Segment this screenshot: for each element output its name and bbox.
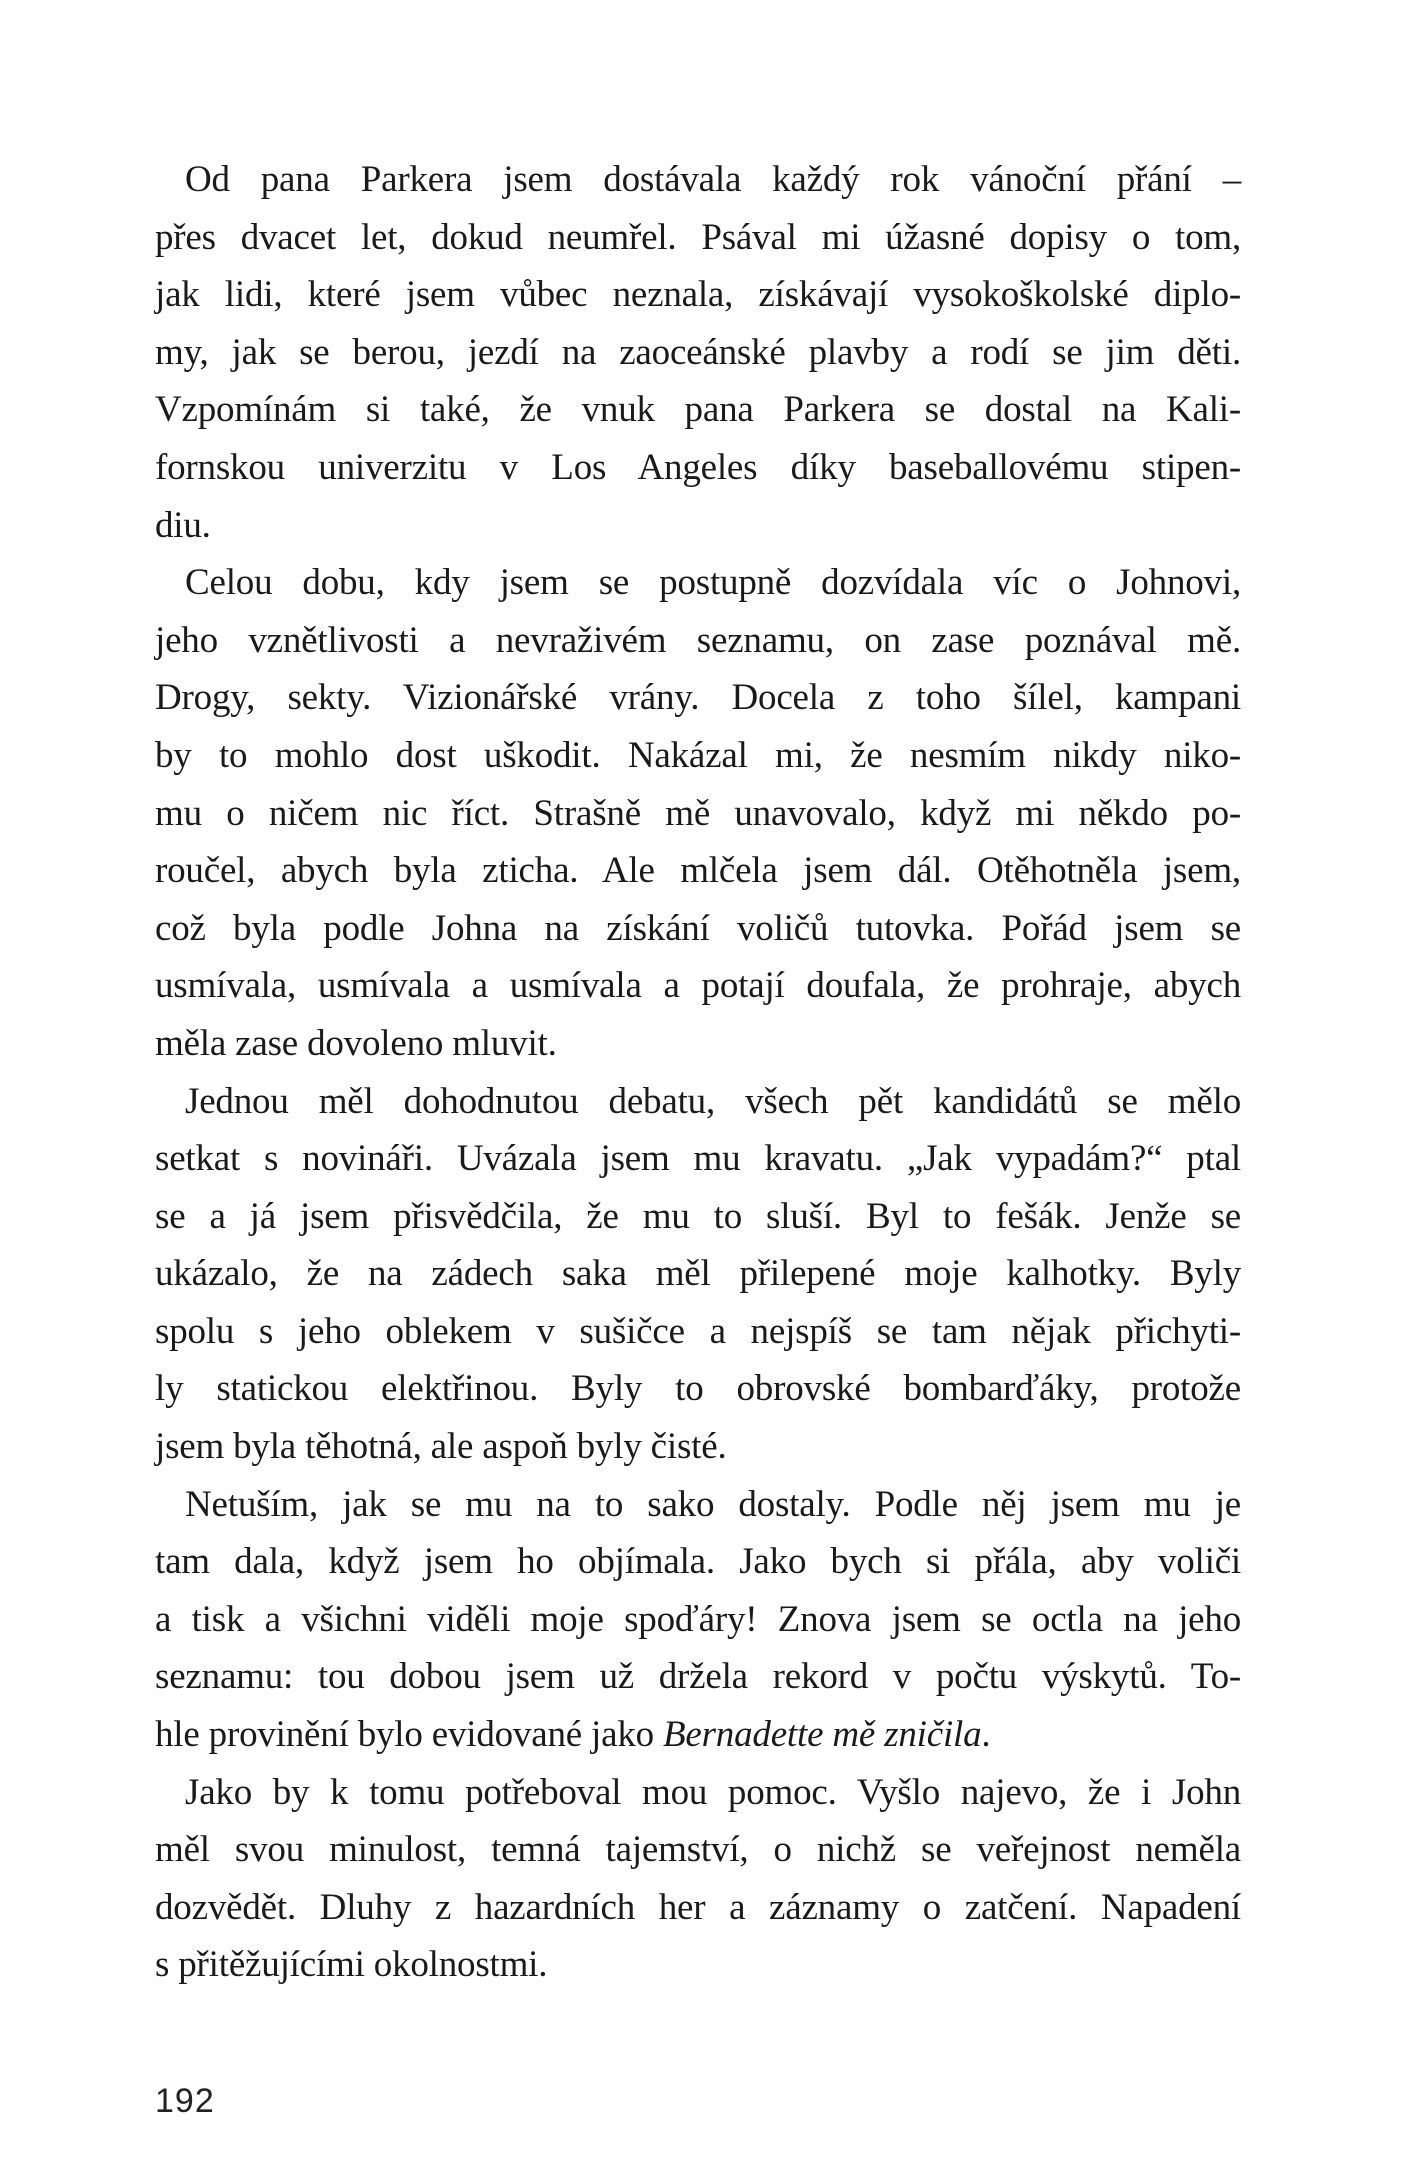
text-line <box>155 1591 1241 1649</box>
line-text: jak lidi, které jsem vůbec neznala, získávají vysokoškolské diplo- <box>155 274 1241 316</box>
text-line <box>155 669 1241 727</box>
text-line <box>155 1188 1241 1246</box>
text-line <box>155 1303 1241 1361</box>
line-text: Od pana Parkera jsem dostávala každý rok vánoční přání – <box>185 159 1241 200</box>
line-text: jeho vznětlivosti a nevraživém seznamu, on zase poznával mě. <box>155 619 1241 661</box>
line-text: jsem byla těhotná, ale aspoň byly čisté. <box>155 1426 727 1468</box>
line-text: usmívala, usmívala a usmívala a potají doufala, že prohraje, abych <box>155 965 1241 1007</box>
line-text: s přitěžujícími okolnostmi. <box>155 1944 548 1986</box>
paragraph <box>155 1073 1241 1476</box>
text-line <box>155 381 1241 439</box>
line-text: diu. <box>155 504 211 546</box>
text-line <box>155 957 1241 1015</box>
paragraph <box>155 1476 1241 1764</box>
text-line <box>155 554 1241 612</box>
page-number: 192 <box>155 2082 215 2120</box>
text-line <box>155 1360 1241 1418</box>
line-text: Netuším, jak se mu na to sako dostaly. Podle něj jsem mu je <box>185 1483 1241 1525</box>
line-text: Vzpomínám si také, že vnuk pana Parkera se dostal na Kali- <box>155 389 1241 431</box>
text-line <box>155 1476 1241 1534</box>
text-line <box>155 1533 1241 1591</box>
line-text: roučel, abych byla zticha. Ale mlčela jsem dál. Otěhotněla jsem, <box>155 850 1241 892</box>
text-line <box>155 439 1241 497</box>
italic-text: Bernadette mě zničila <box>662 1714 982 1756</box>
line-text: Jednou měl dohodnutou debatu, všech pět kandidátů se mělo <box>185 1080 1241 1122</box>
text-line <box>155 266 1241 324</box>
line-text: což byla podle Johna na získání voličů tutovka. Pořád jsem se <box>155 907 1241 949</box>
line-text: ukázalo, že na zádech saka měl přilepené moje kalhotky. Byly <box>155 1253 1241 1295</box>
text-line <box>155 1821 1241 1879</box>
line-text: hle provinění bylo evidované jako <box>155 1714 663 1756</box>
text-line <box>155 1245 1241 1303</box>
text-line <box>155 1418 1241 1476</box>
line-text: Celou dobu, kdy jsem se postupně dozvídala víc o Johnovi, <box>185 562 1241 604</box>
line-text: tam dala, když jsem ho objímala. Jako bych si přála, aby voliči <box>155 1541 1241 1583</box>
text-line <box>155 1648 1241 1706</box>
paragraph <box>155 1764 1241 1994</box>
line-text: měla zase dovoleno mluvit. <box>155 1022 557 1064</box>
line-text: dozvědět. Dluhy z hazardních her a záznamy o zatčení. Napadení <box>155 1886 1241 1928</box>
text-line <box>155 1706 1241 1764</box>
line-text: fornskou univerzitu v Los Angeles díky baseballovému stipen- <box>155 446 1241 488</box>
text-line <box>155 1130 1241 1188</box>
line-text: setkat s novináři. Uvázala jsem mu kravatu. „Jak vypadám?“ ptal <box>155 1138 1241 1180</box>
line-text: přes dvacet let, dokud neumřel. Psával mi úžasné dopisy o tom, <box>155 216 1241 258</box>
line-text: ly statickou elektřinou. Byly to obrovské bombarďáky, protože <box>155 1368 1241 1410</box>
text-line <box>155 842 1241 900</box>
line-text: by to mohlo dost uškodit. Nakázal mi, že nesmím nikdy niko- <box>155 734 1241 776</box>
text-line <box>155 324 1241 382</box>
text-line <box>155 497 1241 555</box>
paragraph <box>155 554 1241 1072</box>
paragraph <box>155 151 1241 554</box>
line-text: . <box>981 1714 991 1756</box>
line-text: Jako by k tomu potřeboval mou pomoc. Vyšlo najevo, že i John <box>185 1771 1241 1813</box>
line-text: Drogy, sekty. Vizionářské vrány. Docela z toho šílel, kampani <box>155 677 1241 719</box>
text-line <box>155 1936 1241 1994</box>
text-line <box>155 1015 1241 1073</box>
line-text: spolu s jeho oblekem v sušičce a nejspíš se tam nějak přichyti- <box>155 1310 1241 1352</box>
body-text <box>155 151 1241 1994</box>
text-line <box>155 1073 1241 1131</box>
text-line <box>155 900 1241 958</box>
line-text: mu o ničem nic říct. Strašně mě unavovalo, když mi někdo po- <box>155 792 1241 834</box>
text-line <box>155 727 1241 785</box>
text-line <box>155 1879 1241 1937</box>
line-text: se a já jsem přisvědčila, že mu to sluší. Byl to fešák. Jenže se <box>155 1195 1241 1237</box>
line-text: měl svou minulost, temná tajemství, o nichž se veřejnost neměla <box>155 1829 1241 1871</box>
text-line <box>155 151 1241 209</box>
text-line <box>155 1764 1241 1822</box>
line-text: a tisk a všichni viděli moje spoďáry! Znova jsem se octla na jeho <box>155 1598 1241 1640</box>
text-line <box>155 209 1241 267</box>
line-text: my, jak se berou, jezdí na zaoceánské plavby a rodí se jim děti. <box>155 331 1241 373</box>
text-line <box>155 785 1241 843</box>
text-line <box>155 612 1241 670</box>
line-text: seznamu: tou dobou jsem už držela rekord v počtu výskytů. To- <box>155 1656 1241 1698</box>
